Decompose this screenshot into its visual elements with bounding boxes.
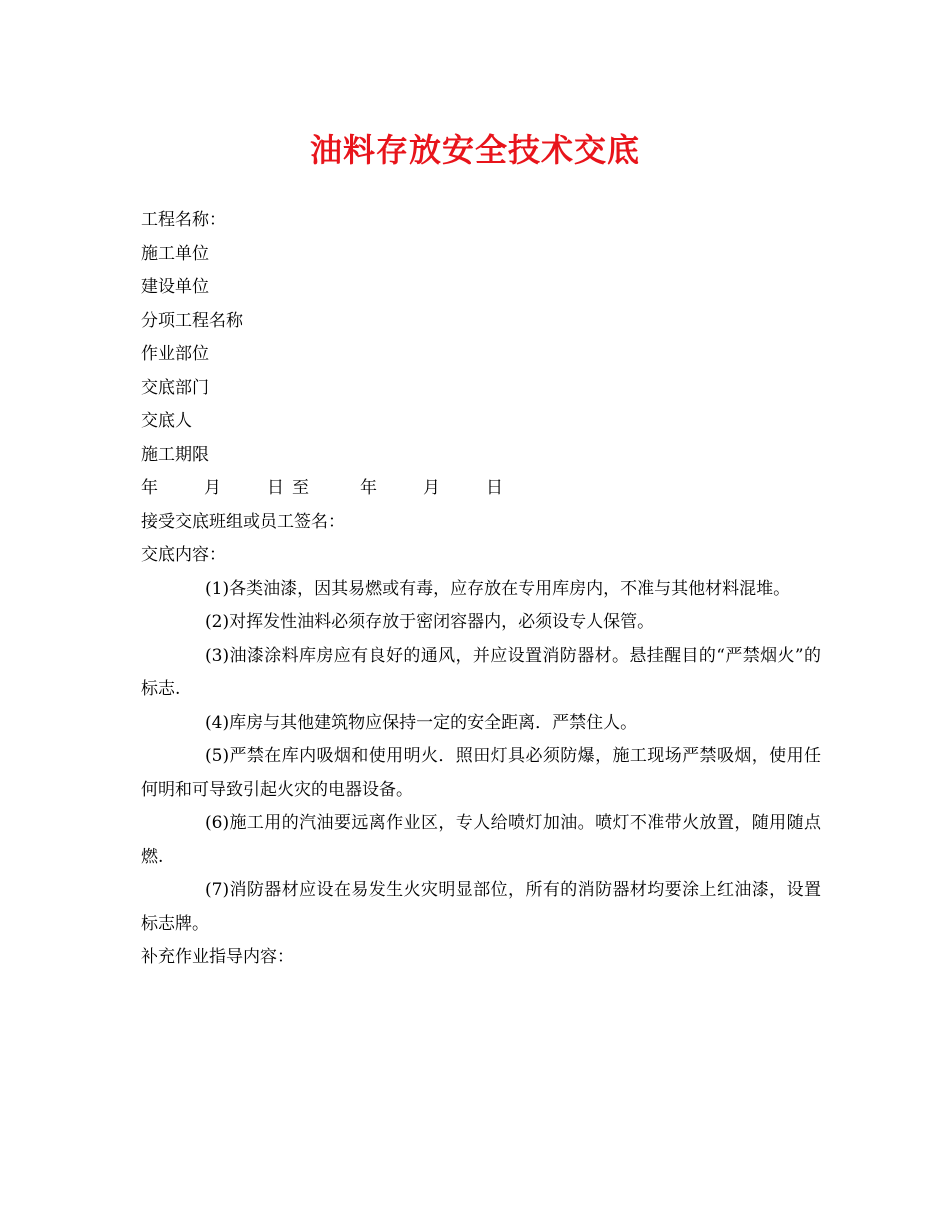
content-item-2: (2)对挥发性油料必须存放于密闭容器内，必须设专人保管。 (205, 612, 655, 632)
content-item-5: (5)严禁在库内吸烟和使用明火．照田灯具必须防爆，施工现场严禁吸烟，使用任何明和可导致引起火灾的电器设备。 (141, 746, 821, 800)
field-developer-unit: 建设单位 (141, 277, 209, 297)
date-range-row (141, 472, 821, 506)
content-item-6: (6)施工用的汽油要远离作业区，专人给喷灯加油。喷灯不准带火放置，随用随点燃. (141, 813, 821, 867)
field-briefing-department: 交底部门 (141, 377, 209, 398)
date-start-day: 日 (267, 478, 284, 498)
content-label: 交底内容： (141, 545, 226, 565)
date-to: 至 (292, 478, 309, 498)
content-item-4: (4)库房与其他建筑物应保持一定的安全距离．严禁住人。 (205, 712, 638, 733)
document-body (141, 204, 821, 975)
sign-label: 接受交底班组或员工签名： (141, 511, 345, 532)
date-start-month: 月 (204, 478, 221, 498)
date-start-year: 年 (141, 478, 158, 498)
field-project-name: 工程名称： (141, 210, 226, 230)
date-end-day: 日 (486, 478, 503, 498)
content-item-3: (3)油漆涂料库房应有良好的通风，并应设置消防器材。悬挂醒目的“严禁烟火”的标志. (141, 645, 821, 699)
document-title: 油料存放安全技术交底 (309, 131, 640, 169)
date-end-year: 年 (360, 478, 377, 498)
field-subproject-name: 分项工程名称 (141, 310, 243, 331)
field-briefing-person: 交底人 (141, 411, 192, 431)
content-item-7: (7)消防器材应设在易发生火灾明显部位，所有的消防器材均要涂上红油漆，设置标志牌。 (141, 880, 821, 934)
supplement-label: 补充作业指导内容： (141, 947, 294, 967)
field-construction-period: 施工期限 (141, 444, 209, 465)
field-work-location: 作业部位 (141, 344, 209, 364)
date-end-month: 月 (423, 478, 440, 498)
content-item-1: (1)各类油漆，因其易燃或有毒，应存放在专用库房内，不准与其他材料混堆。 (205, 578, 791, 599)
field-construction-unit: 施工单位 (141, 243, 209, 264)
